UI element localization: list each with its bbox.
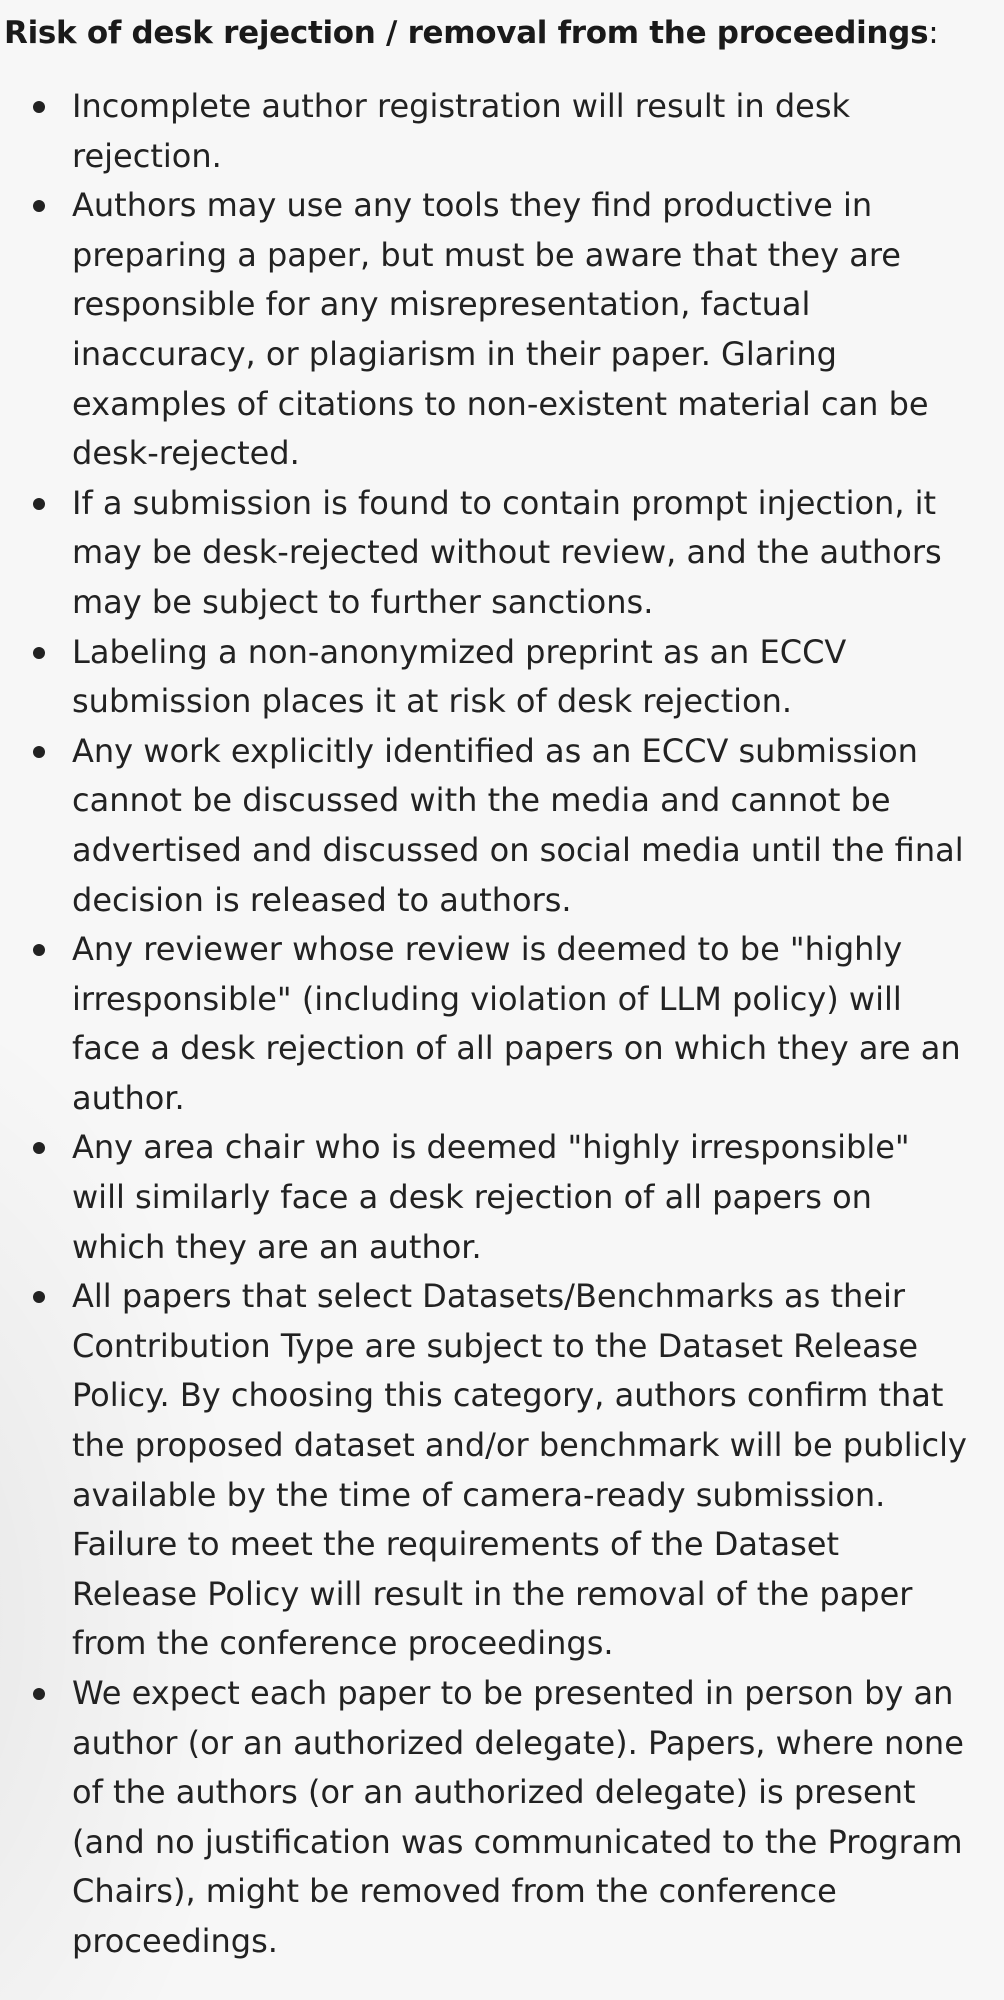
bullet-icon (33, 498, 45, 510)
list-item (0, 1272, 972, 1669)
list-item-text: If a submission is found to contain prompt injection, it may be desk-rejected without review, and the authors may be subject to further sanctions. (72, 483, 942, 621)
bullet-icon (33, 101, 45, 113)
section-heading (4, 8, 1004, 58)
list-item (0, 925, 972, 1123)
list-item (0, 1123, 972, 1272)
bullet-icon (33, 647, 45, 659)
list-item (0, 181, 972, 479)
desk-rejection-rules-list (0, 82, 1004, 1967)
list-item-text: Any area chair who is deemed "highly irresponsible" will similarly face a desk rejection of all papers on which they are an author. (72, 1128, 910, 1266)
list-item (0, 727, 972, 925)
bullet-icon (33, 1142, 45, 1154)
list-item-text: All papers that select Datasets/Benchmarks as their Contribution Type are subject to the Dataset Release Policy. By choosing this category, authors confirm that the proposed dataset and/or benchmark will be publicly available by the time of camera-ready submission. Failure to meet the requirements of the Dataset Release Policy will result in the removal of the paper from the conference proceedings. (72, 1277, 967, 1663)
list-item (0, 1669, 972, 1967)
list-item (0, 628, 972, 727)
bullet-icon (33, 1291, 45, 1303)
bullet-icon (33, 944, 45, 956)
bullet-icon (33, 200, 45, 212)
list-item-text: Any reviewer whose review is deemed to be "highly irresponsible" (including violation of LLM policy) will face a desk rejection of all papers on which they are an author. (72, 930, 961, 1117)
bullet-icon (33, 1688, 45, 1700)
list-item-text: Any work explicitly identified as an ECCV submission cannot be discussed with the media and cannot be advertised and discussed on social media until the final decision is released to authors. (72, 731, 964, 919)
list-item (0, 82, 972, 181)
list-item-text: Labeling a non-anonymized preprint as an ECCV submission places it at risk of desk rejection. (72, 632, 847, 721)
list-item (0, 479, 972, 628)
list-item-text: Authors may use any tools they find productive in preparing a paper, but must be aware that they are responsible for any misrepresentation, factual inaccuracy, or plagiarism in their paper. Glaring examples of citations to non-existent material can be desk-rejected. (72, 186, 929, 473)
section-heading-colon: : (928, 15, 939, 51)
section-heading-title: Risk of desk rejection / removal from the proceedings (4, 15, 929, 51)
bullet-icon (33, 746, 45, 758)
list-item-text: We expect each paper to be presented in person by an author (or an authorized delegate). Papers, where none of the authors (or an authorized delegate) is present (and no justification was communicated to the Program Chairs), might be removed from the conference proceedings. (72, 1674, 964, 1960)
list-item-text: Incomplete author registration will result in desk rejection. (72, 87, 851, 175)
